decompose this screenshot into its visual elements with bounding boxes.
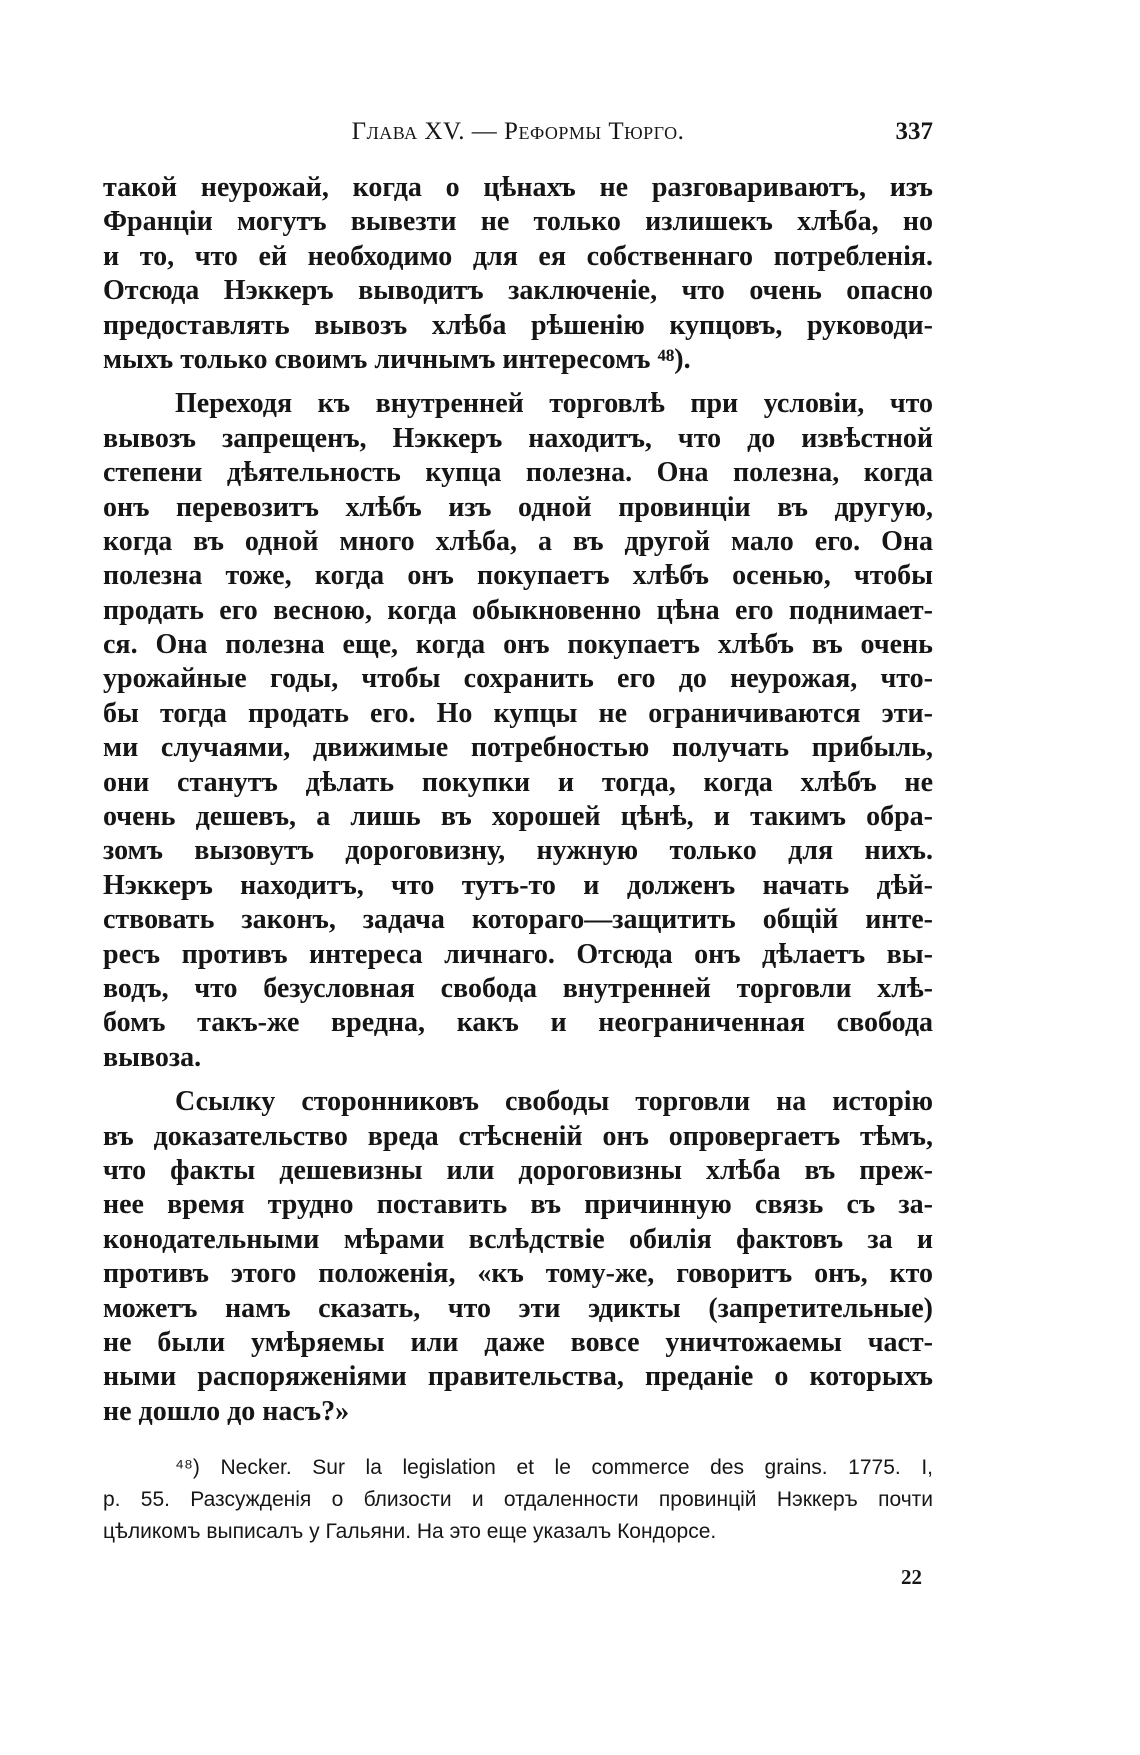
text-line: ресъ противъ интереса личнаго. Отсюда онъ дѣлаетъ вы- — [103, 938, 933, 970]
text-line: такой неурожай, когда о цѣнахъ не разговариваютъ, изъ — [103, 172, 933, 203]
text-line: ными распоряженіями правительства, преданіе о которыхъ — [103, 1361, 933, 1393]
text-line: бомъ такъ-же вредна, какъ и неограниченная свобода — [103, 1007, 933, 1039]
footnote-line: ⁴⁸) Necker. Sur la legislation et le commerce des grains. 1775. I, — [175, 1456, 933, 1479]
text-line: ствовать законъ, задача котораго—защитить общій инте- — [103, 904, 933, 936]
text-line: Нэккеръ находитъ, что тутъ-то и долженъ начать дѣй- — [103, 869, 933, 901]
body-text — [103, 171, 933, 1429]
text-line: ми случаями, движимые потребностью получать прибыль, — [103, 732, 933, 764]
footnote-line: p. 55. Разсужденія о близости и отдаленности провинцій Нэккеръ почти — [103, 1488, 933, 1511]
text-line: можетъ намъ сказать, что эти эдикты (запретительные) — [103, 1292, 933, 1324]
text-line: противъ этого положенія, «къ тому-же, говоритъ онъ, кто — [103, 1258, 933, 1290]
text-line: зомъ вызовутъ дороговизну, нужную только для нихъ. — [103, 835, 933, 867]
text-line: полезна тоже, когда онъ покупаетъ хлѣбъ осенью, чтобы — [103, 560, 933, 592]
text-line: степени дѣятельность купца полезна. Она полезна, когда — [103, 457, 933, 489]
text-line: бы тогда продать его. Но купцы не ограничиваются эти- — [103, 697, 933, 729]
text-line: не дошло до насъ?» — [103, 1395, 350, 1427]
text-line: вывозъ запрещенъ, Нэккеръ находитъ, что до извѣстной — [103, 422, 933, 454]
text-line: продать его весною, когда обыкновенно цѣна его поднимает- — [103, 594, 933, 626]
text-line: и то, что ей необходимо для ея собственнаго потребленія. — [103, 240, 933, 272]
text-line: урожайные годы, чтобы сохранить его до неурожая, что- — [103, 663, 933, 695]
chapter-title: Глава XV. — Реформы Тюрго. — [351, 118, 685, 145]
page-number: 337 — [895, 118, 933, 145]
text-line: въ доказательство вреда стѣсненій онъ опровергаетъ тѣмъ, — [103, 1120, 933, 1152]
text-line: Ссылку сторонниковъ свободы торговли на исторію — [175, 1086, 933, 1118]
signature-mark: 22 — [901, 1565, 922, 1589]
text-line: когда въ одной много хлѣба, а въ другой мало его. Она — [103, 525, 933, 557]
text-line: онъ перевозитъ хлѣбъ изъ одной провинціи въ другую, — [103, 491, 933, 523]
text-line: они станутъ дѣлать покупки и тогда, когда хлѣбъ не — [103, 766, 933, 798]
running-head — [103, 112, 933, 152]
text-line: Переходя къ внутренней торговлѣ при условіи, что — [175, 388, 933, 420]
text-line: ся. Она полезна еще, когда онъ покупаетъ хлѣбъ въ очень — [103, 629, 933, 661]
text-line: предоставлять вывозъ хлѣба рѣшенію купцовъ, руководи- — [103, 309, 933, 341]
text-line: не были умѣряемы или даже вовсе уничтожаемы част- — [103, 1326, 933, 1358]
paragraph-gap — [103, 377, 933, 387]
text-line: Франціи могутъ вывезти не только излишекъ хлѣба, но — [103, 206, 933, 238]
text-line: мыхъ только своимъ личнымъ интересомъ ⁴⁸). — [103, 343, 691, 375]
text-line: что факты дешевизны или дороговизны хлѣба въ преж- — [103, 1154, 933, 1186]
footnote — [103, 1452, 933, 1548]
paragraph-gap — [103, 1075, 933, 1085]
text-line: очень дешевъ, а лишь въ хорошей цѣнѣ, и такимъ обра- — [103, 801, 933, 833]
footnote-line: цѣликомъ выписалъ у Гальяни. На это еще указалъ Кондорсе. — [103, 1520, 717, 1543]
text-line: нее время трудно поставить въ причинную связь съ за- — [103, 1189, 933, 1221]
text-line: водъ, что безусловная свобода внутренней торговли хлѣ- — [103, 972, 933, 1004]
text-line: вывоза. — [103, 1041, 202, 1073]
text-line: конодательными мѣрами вслѣдствіе обилія фактовъ за и — [103, 1223, 933, 1255]
text-line: Отсюда Нэккеръ выводитъ заключеніе, что очень опасно — [103, 275, 933, 307]
